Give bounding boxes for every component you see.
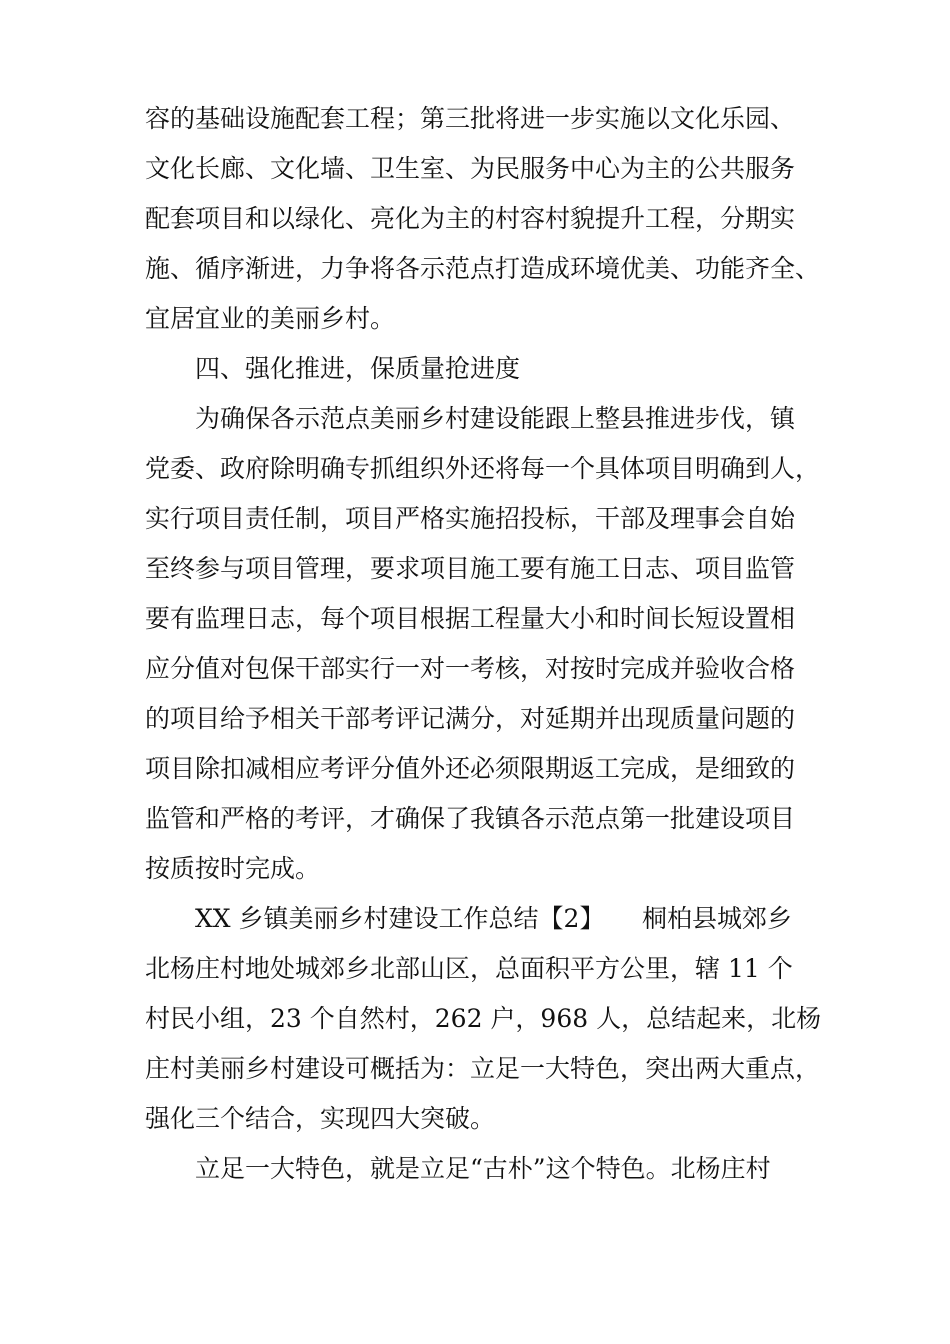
paragraph-2-line-6: 应分值对包保干部实行一对一考核，对按时完成并验收合格: [145, 654, 796, 683]
paragraph-2-line-9: 监管和严格的考评，才确保了我镇各示范点第一批建设项目: [145, 804, 796, 833]
paragraph-2-line-8: 项目除扣减相应考评分值外还必须限期返工完成，是细致的: [145, 754, 796, 783]
section-heading: 四、强化推进，保质量抢进度: [195, 354, 521, 383]
paragraph-3-line-5: 强化三个结合，实现四大突破。: [145, 1104, 496, 1133]
paragraph-1-line-1: 容的基础设施配套工程；第三批将进一步实施以文化乐园、: [145, 104, 796, 133]
paragraph-2-line-5: 要有监理日志，每个项目根据工程量大小和时间长短设置相: [145, 604, 796, 633]
paragraph-3-line-4: 庄村美丽乡村建设可概括为：立足一大特色，突出两大重点，: [145, 1054, 821, 1083]
paragraph-2-line-2: 党委、政府除明确专抓组织外还将每一个具体项目明确到人，: [145, 454, 821, 483]
paragraph-1-line-3: 配套项目和以绿化、亮化为主的村容村貌提升工程，分期实: [145, 204, 796, 233]
paragraph-2-line-3: 实行项目责任制，项目严格实施招投标，干部及理事会自始: [145, 504, 796, 533]
paragraph-1-line-5: 宜居宜业的美丽乡村。: [145, 304, 396, 333]
paragraph-3-line-2: 北杨庄村地处城郊乡北部山区，总面积平方公里，辖 11 个: [145, 954, 793, 983]
paragraph-4-line-1: 立足一大特色，就是立足“古朴”这个特色。北杨庄村: [195, 1154, 771, 1183]
paragraph-2-line-7: 的项目给予相关干部考评记满分，对延期并出现质量问题的: [145, 704, 796, 733]
paragraph-2-line-4: 至终参与项目管理，要求项目施工要有施工日志、项目监管: [145, 554, 796, 583]
paragraph-2-line-1: 为确保各示范点美丽乡村建设能跟上整县推进步伐，镇: [195, 404, 796, 433]
paragraph-1-line-4: 施、循序渐进，力争将各示范点打造成环境优美、功能齐全、: [145, 254, 821, 283]
paragraph-2-line-10: 按质按时完成。: [145, 854, 321, 883]
paragraph-3-line-1: XX 乡镇美丽乡村建设工作总结【2】 桐柏县城郊乡: [195, 904, 792, 933]
paragraph-3-line-3: 村民小组，23 个自然村，262 户，968 人，总结起来，北杨: [145, 1004, 822, 1033]
paragraph-1-line-2: 文化长廊、文化墙、卫生室、为民服务中心为主的公共服务: [145, 154, 796, 183]
